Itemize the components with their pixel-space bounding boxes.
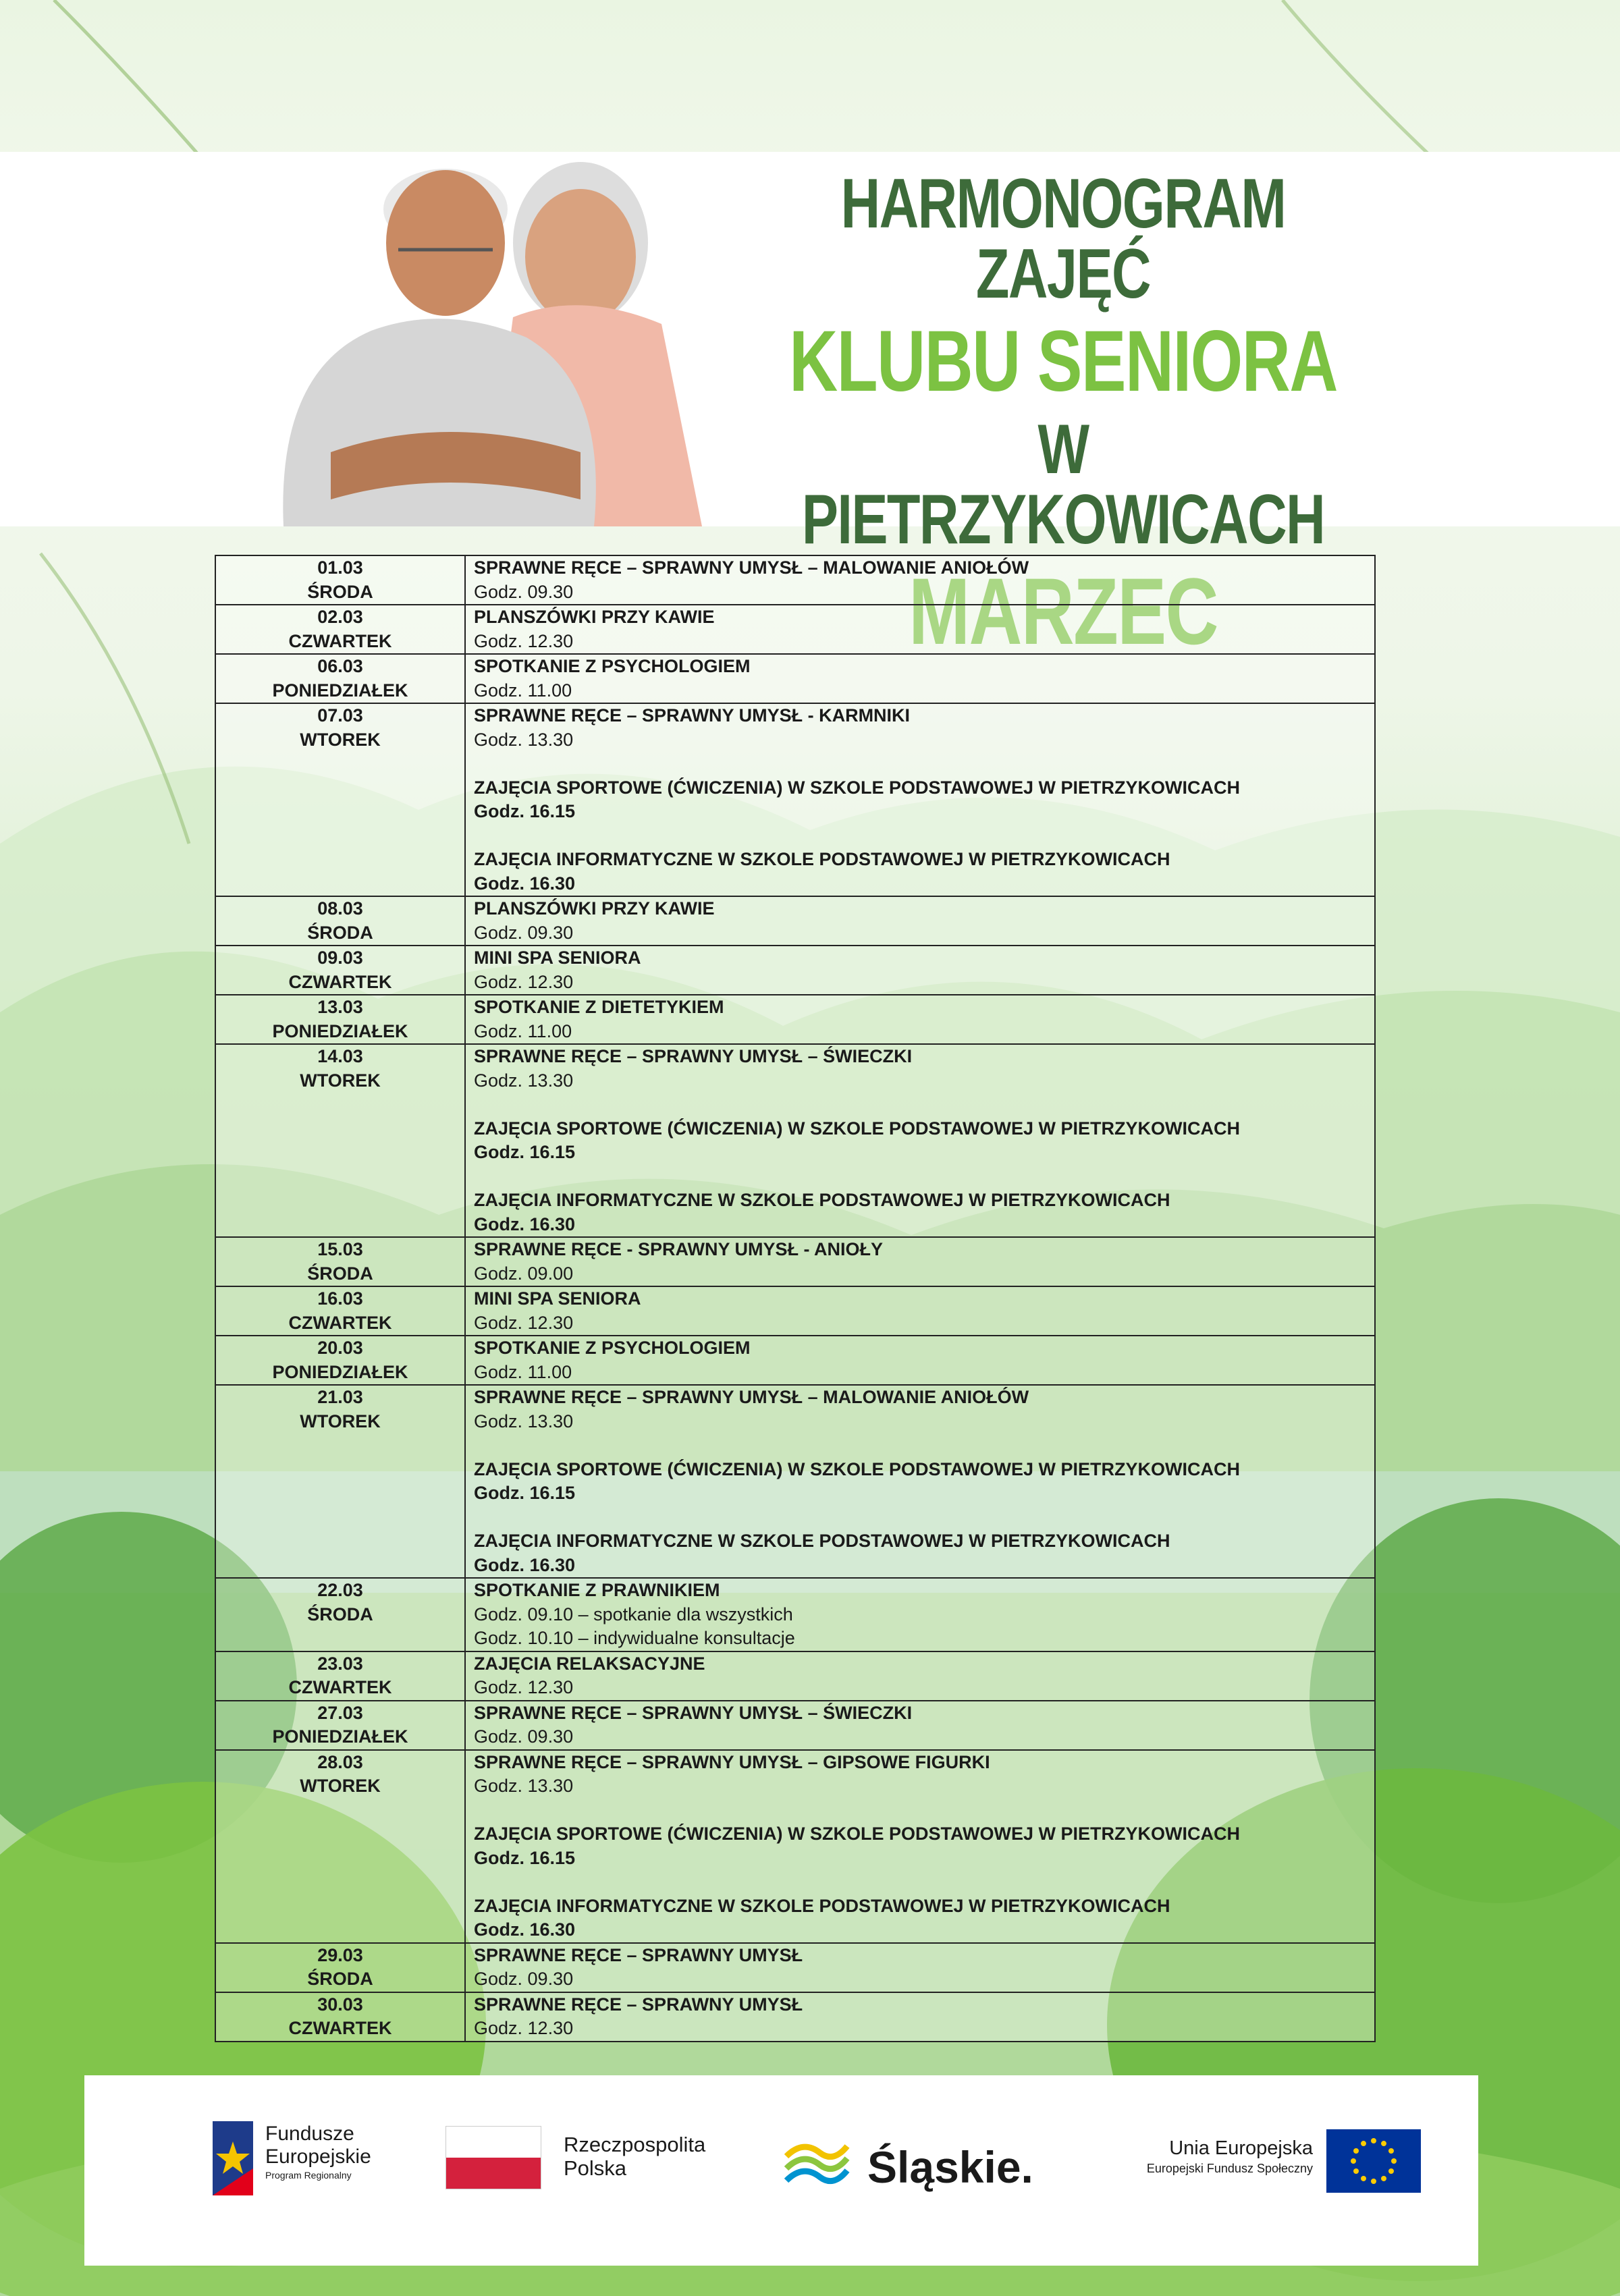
activity-cell	[465, 1237, 1375, 1286]
date-value: 02.03	[317, 607, 363, 627]
activity-time: Godz. 11.00	[474, 1361, 572, 1382]
activity-name: SPOTKANIE Z PSYCHOLOGIEM	[474, 1338, 751, 1358]
activity-cell	[465, 605, 1375, 654]
activity-cell	[465, 1578, 1375, 1651]
table-row	[215, 995, 1375, 1044]
title-line-3: W PIETRZYKOWICACH	[801, 410, 1325, 559]
table-row	[215, 1651, 1375, 1701]
table-row	[215, 654, 1375, 703]
eu-star-icon	[1381, 2141, 1386, 2146]
table-row	[215, 1750, 1375, 1943]
activity-cell	[465, 654, 1375, 703]
rp-line1: Rzeczpospolita	[564, 2133, 706, 2156]
eu-star-icon	[1353, 2168, 1359, 2174]
activity-name: ZAJĘCIA SPORTOWE (ĆWICZENIA) W SZKOLE PODSTAWOWEJ W PIETRZYKOWICACH	[474, 1118, 1240, 1139]
activity-time: Godz. 09.00	[474, 1263, 574, 1284]
activity-time: Godz. 13.30	[474, 1070, 574, 1091]
table-row	[215, 703, 1375, 896]
senior-couple-photo	[230, 101, 729, 526]
activity-name: SPRAWNE RĘCE – SPRAWNY UMYSŁ – GIPSOWE FIGURKI	[474, 1751, 990, 1772]
slaskie-waves-icon	[783, 2129, 850, 2197]
activity-time: Godz. 09.30	[474, 1726, 574, 1747]
date-cell	[215, 1750, 465, 1943]
weekday-value: CZWARTEK	[288, 1677, 392, 1697]
activity-name: ZAJĘCIA RELAKSACYJNE	[474, 1653, 705, 1674]
date-value: 21.03	[317, 1387, 363, 1407]
eu-star-icon	[1353, 2148, 1359, 2154]
activity-name: SPRAWNE RĘCE – SPRAWNY UMYSŁ	[474, 1994, 803, 2015]
date-value: 09.03	[317, 948, 363, 968]
activity-time: Godz. 11.00	[474, 680, 572, 701]
activity-time: Godz. 16.15	[474, 1483, 576, 1503]
table-row	[215, 1943, 1375, 1992]
table-row	[215, 555, 1375, 605]
eu-star-icon	[1351, 2158, 1356, 2164]
fe-line1: Fundusze	[265, 2123, 354, 2145]
activity-cell	[465, 1651, 1375, 1701]
activity-cell	[465, 1750, 1375, 1943]
date-cell	[215, 1336, 465, 1385]
activity-time: Godz. 16.15	[474, 1142, 576, 1162]
date-value: 13.03	[317, 997, 363, 1017]
weekday-value: ŚRODA	[307, 1969, 373, 1989]
polish-flag-icon	[446, 2126, 541, 2189]
activity-time: Godz. 12.30	[474, 1677, 574, 1697]
fe-line2: Europejskie	[265, 2145, 371, 2168]
date-cell	[215, 555, 465, 605]
logo-rzeczpospolita-polska	[446, 2119, 729, 2214]
table-row	[215, 1237, 1375, 1286]
activity-time: Godz. 11.00	[474, 1020, 572, 1041]
logo-fundusze-europejskie	[213, 2116, 435, 2217]
activity-name: PLANSZÓWKI PRZY KAWIE	[474, 607, 715, 627]
activity-cell	[465, 995, 1375, 1044]
weekday-value: PONIEDZIAŁEK	[272, 1020, 408, 1041]
activity-time: Godz. 13.30	[474, 1411, 574, 1431]
table-row	[215, 1336, 1375, 1385]
table-row	[215, 1286, 1375, 1336]
activity-cell	[465, 1385, 1375, 1578]
title-line-1: HARMONOGRAM ZAJĘĆ	[840, 165, 1286, 313]
date-cell	[215, 605, 465, 654]
eu-star-icon	[1361, 2176, 1366, 2181]
ue-line1: Unia Europejska	[1169, 2137, 1313, 2159]
activity-name: ZAJĘCIA SPORTOWE (ĆWICZENIA) W SZKOLE PODSTAWOWEJ W PIETRZYKOWICACH	[474, 777, 1240, 798]
table-row	[215, 946, 1375, 995]
activity-cell	[465, 1044, 1375, 1237]
activity-name: SPRAWNE RĘCE – SPRAWNY UMYSŁ – ŚWIECZKI	[474, 1046, 913, 1066]
activity-name: SPOTKANIE Z PRAWNIKIEM	[474, 1580, 720, 1600]
activity-name: SPOTKANIE Z DIETETYKIEM	[474, 997, 724, 1017]
date-value: 28.03	[317, 1751, 363, 1772]
activity-name: SPRAWNE RĘCE – SPRAWNY UMYSŁ – MALOWANIE ANIOŁÓW	[474, 1387, 1029, 1407]
activity-time: Godz. 16.30	[474, 1213, 576, 1234]
eu-star-icon	[1361, 2141, 1366, 2146]
activity-time: Godz. 16.15	[474, 801, 576, 821]
date-value: 29.03	[317, 1944, 363, 1965]
activity-name: ZAJĘCIA INFORMATYCZNE W SZKOLE PODSTAWOWEJ W PIETRZYKOWICACH	[474, 1190, 1170, 1210]
date-cell	[215, 1237, 465, 1286]
date-cell	[215, 896, 465, 946]
weekday-value: ŚRODA	[307, 581, 373, 602]
activity-name: SPRAWNE RĘCE – SPRAWNY UMYSŁ – ŚWIECZKI	[474, 1702, 913, 1723]
weekday-value: PONIEDZIAŁEK	[272, 680, 408, 701]
activity-time: Godz. 09.10 – spotkanie dla wszystkich	[474, 1604, 793, 1624]
activity-cell	[465, 1336, 1375, 1385]
title-line-4: MARZEC	[909, 558, 1218, 664]
activity-name: SPRAWNE RĘCE – SPRAWNY UMYSŁ	[474, 1944, 803, 1965]
eu-star-icon	[1371, 2138, 1376, 2143]
activity-time: Godz. 09.30	[474, 1969, 574, 1989]
schedule-table	[215, 555, 1376, 2042]
weekday-value: CZWARTEK	[288, 2018, 392, 2038]
activity-cell	[465, 703, 1375, 896]
activity-name: SPRAWNE RĘCE – SPRAWNY UMYSŁ – MALOWANIE ANIOŁÓW	[474, 557, 1029, 578]
date-value: 15.03	[317, 1239, 363, 1259]
weekday-value: WTOREK	[300, 1070, 381, 1091]
date-value: 23.03	[317, 1653, 363, 1674]
date-value: 01.03	[317, 557, 363, 578]
date-value: 20.03	[317, 1338, 363, 1358]
activity-cell	[465, 1286, 1375, 1336]
weekday-value: PONIEDZIAŁEK	[272, 1361, 408, 1382]
date-value: 30.03	[317, 1994, 363, 2015]
date-value: 08.03	[317, 898, 363, 919]
eu-star-icon	[1391, 2158, 1397, 2164]
activity-name: ZAJĘCIA INFORMATYCZNE W SZKOLE PODSTAWOWEJ W PIETRZYKOWICACH	[474, 849, 1170, 869]
activity-time: Godz. 12.30	[474, 2018, 574, 2038]
weekday-value: CZWARTEK	[288, 1312, 392, 1333]
date-cell	[215, 1943, 465, 1992]
activity-cell	[465, 896, 1375, 946]
weekday-value: CZWARTEK	[288, 630, 392, 651]
activity-time: Godz. 16.30	[474, 873, 576, 894]
activity-time: Godz. 16.30	[474, 1554, 576, 1575]
slaskie-text: Śląskie.	[867, 2142, 1033, 2192]
table-row	[215, 1044, 1375, 1237]
eu-star-icon	[1388, 2148, 1394, 2154]
activity-name: PLANSZÓWKI PRZY KAWIE	[474, 898, 715, 919]
activity-name: SPRAWNE RĘCE - SPRAWNY UMYSŁ - ANIOŁY	[474, 1239, 884, 1259]
weekday-value: ŚRODA	[307, 1263, 373, 1284]
table-row	[215, 1701, 1375, 1750]
activity-name: SPRAWNE RĘCE – SPRAWNY UMYSŁ - KARMNIKI	[474, 705, 911, 726]
activity-time: Godz. 16.15	[474, 1847, 576, 1868]
date-cell	[215, 946, 465, 995]
eu-star-icon	[1388, 2168, 1394, 2174]
activity-time: Godz. 12.30	[474, 971, 574, 992]
footer-logos	[84, 2075, 1478, 2266]
title-line-2: KLUBU SENIORA	[789, 313, 1337, 410]
table-row	[215, 605, 1375, 654]
table-row	[215, 1992, 1375, 2042]
weekday-value: WTOREK	[300, 1411, 381, 1431]
activity-cell	[465, 1701, 1375, 1750]
date-value: 16.03	[317, 1288, 363, 1309]
activity-cell	[465, 1992, 1375, 2042]
activity-cell	[465, 946, 1375, 995]
date-cell	[215, 1044, 465, 1237]
eu-star-icon	[1371, 2179, 1376, 2184]
date-cell	[215, 1578, 465, 1651]
activity-time: Godz. 09.30	[474, 581, 574, 602]
rp-line2: Polska	[564, 2156, 627, 2180]
table-row	[215, 896, 1375, 946]
activity-name: MINI SPA SENIORA	[474, 948, 641, 968]
activity-time: Godz. 13.30	[474, 729, 574, 750]
date-cell	[215, 703, 465, 896]
activity-time: Godz. 12.30	[474, 1312, 574, 1333]
date-value: 22.03	[317, 1580, 363, 1600]
date-value: 14.03	[317, 1046, 363, 1066]
eu-star-icon	[1381, 2176, 1386, 2181]
date-cell	[215, 995, 465, 1044]
eu-flag-icon	[1326, 2129, 1421, 2193]
fe-line3: Program Regionalny	[265, 2170, 352, 2181]
table-row	[215, 1578, 1375, 1651]
date-value: 07.03	[317, 705, 363, 726]
weekday-value: WTOREK	[300, 1776, 381, 1796]
table-row	[215, 1385, 1375, 1578]
activity-name: ZAJĘCIA SPORTOWE (ĆWICZENIA) W SZKOLE PODSTAWOWEJ W PIETRZYKOWICACH	[474, 1824, 1240, 1844]
weekday-value: PONIEDZIAŁEK	[272, 1726, 408, 1747]
activity-name: ZAJĘCIA INFORMATYCZNE W SZKOLE PODSTAWOWEJ W PIETRZYKOWICACH	[474, 1895, 1170, 1916]
activity-time: Godz. 16.30	[474, 1919, 576, 1940]
activity-time: Godz. 09.30	[474, 922, 574, 943]
date-cell	[215, 1701, 465, 1750]
fe-flag-icon	[213, 2121, 253, 2195]
activity-time: Godz. 13.30	[474, 1776, 574, 1796]
weekday-value: CZWARTEK	[288, 971, 392, 992]
activity-name: MINI SPA SENIORA	[474, 1288, 641, 1309]
weekday-value: ŚRODA	[307, 922, 373, 943]
activity-cell	[465, 555, 1375, 605]
date-cell	[215, 1286, 465, 1336]
logo-slaskie	[783, 2116, 1066, 2217]
activity-name: ZAJĘCIA SPORTOWE (ĆWICZENIA) W SZKOLE PODSTAWOWEJ W PIETRZYKOWICACH	[474, 1458, 1240, 1479]
date-value: 27.03	[317, 1702, 363, 1723]
date-cell	[215, 1651, 465, 1701]
weekday-value: ŚRODA	[307, 1604, 373, 1624]
logo-unia-europejska	[1110, 2112, 1461, 2220]
activity-name: SPOTKANIE Z PSYCHOLOGIEM	[474, 656, 751, 676]
activity-time: Godz. 12.30	[474, 630, 574, 651]
date-cell	[215, 654, 465, 703]
activity-cell	[465, 1943, 1375, 1992]
date-value: 06.03	[317, 656, 363, 676]
activity-name: ZAJĘCIA INFORMATYCZNE W SZKOLE PODSTAWOWEJ W PIETRZYKOWICACH	[474, 1531, 1170, 1551]
date-cell	[215, 1992, 465, 2042]
activity-time: Godz. 10.10 – indywidualne konsultacje	[474, 1628, 795, 1648]
date-cell	[215, 1385, 465, 1578]
ue-line2: Europejski Fundusz Społeczny	[1146, 2162, 1313, 2175]
weekday-value: WTOREK	[300, 729, 381, 750]
